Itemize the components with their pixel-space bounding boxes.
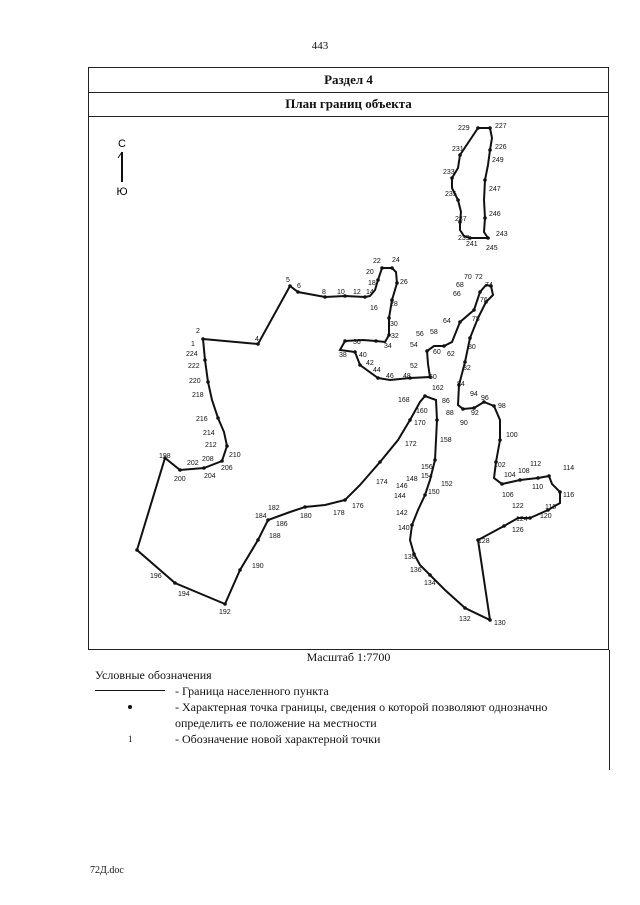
svg-text:192: 192	[219, 609, 231, 616]
svg-text:34: 34	[384, 343, 392, 350]
compass-north-label: С	[118, 138, 126, 150]
new-point-symbol: 1	[128, 734, 133, 744]
svg-text:102: 102	[494, 462, 506, 469]
svg-text:20: 20	[366, 269, 374, 276]
legend-text-point: - Характерная точка границы, сведения о которой позволяют однозначно определить ее положение на местности	[175, 700, 548, 730]
svg-text:108: 108	[518, 468, 530, 475]
svg-text:114: 114	[563, 465, 575, 472]
svg-text:54: 54	[410, 342, 418, 349]
svg-text:206: 206	[221, 465, 233, 472]
svg-text:48: 48	[403, 373, 411, 380]
section-title: Раздел 4	[89, 68, 608, 93]
svg-text:224: 224	[186, 351, 198, 358]
svg-text:170: 170	[414, 420, 426, 427]
svg-text:220: 220	[189, 378, 201, 385]
svg-text:237: 237	[455, 216, 467, 223]
svg-text:210: 210	[229, 452, 241, 459]
svg-text:46: 46	[386, 373, 394, 380]
svg-text:86: 86	[442, 398, 450, 405]
svg-text:40: 40	[359, 352, 367, 359]
scale-label: Масштаб 1:7700	[306, 650, 391, 664]
svg-text:1: 1	[191, 341, 195, 348]
svg-text:24: 24	[392, 257, 400, 264]
svg-text:92: 92	[471, 410, 479, 417]
svg-text:78: 78	[472, 316, 480, 323]
svg-text:60: 60	[433, 349, 441, 356]
svg-text:152: 152	[441, 481, 453, 488]
svg-text:178: 178	[333, 510, 345, 517]
svg-text:44: 44	[373, 367, 381, 374]
svg-text:168: 168	[398, 397, 410, 404]
svg-text:5: 5	[286, 277, 290, 284]
legend-item-new-point	[95, 731, 595, 747]
svg-text:202: 202	[187, 460, 199, 467]
svg-text:10: 10	[337, 289, 345, 296]
svg-text:106: 106	[502, 492, 514, 499]
svg-text:138: 138	[404, 554, 416, 561]
svg-text:74: 74	[485, 282, 493, 289]
footer-filename: 72Д.doc	[90, 865, 124, 876]
svg-text:204: 204	[204, 473, 216, 480]
legend-text-boundary: - Граница населенного пункта	[175, 684, 329, 698]
svg-text:28: 28	[390, 301, 398, 308]
svg-text:196: 196	[150, 573, 162, 580]
svg-text:126: 126	[512, 527, 524, 534]
svg-text:62: 62	[447, 351, 455, 358]
legend-item-boundary	[95, 683, 595, 699]
svg-text:229: 229	[458, 125, 470, 132]
svg-text:150: 150	[428, 489, 440, 496]
svg-text:72: 72	[475, 274, 483, 281]
svg-text:136: 136	[410, 567, 422, 574]
svg-text:4: 4	[255, 336, 259, 343]
svg-text:162: 162	[432, 385, 444, 392]
boundary-points	[135, 126, 562, 622]
svg-text:12: 12	[353, 289, 361, 296]
svg-text:6: 6	[297, 283, 301, 290]
svg-text:231: 231	[452, 146, 464, 153]
svg-text:26: 26	[400, 279, 408, 286]
legend-item-point	[95, 699, 595, 731]
north-arrow-icon	[118, 152, 122, 182]
svg-text:2: 2	[196, 328, 200, 335]
compass-south-label: Ю	[116, 186, 128, 198]
svg-text:212: 212	[205, 442, 217, 449]
svg-text:84: 84	[457, 381, 465, 388]
svg-text:218: 218	[192, 392, 204, 399]
legend-text-new-point: - Обозначение новой характерной точки	[175, 732, 381, 746]
svg-text:190: 190	[252, 563, 264, 570]
svg-text:233: 233	[443, 169, 455, 176]
svg-text:243: 243	[496, 231, 508, 238]
svg-text:241: 241	[466, 241, 478, 248]
svg-text:186: 186	[276, 521, 288, 528]
svg-text:172: 172	[405, 441, 417, 448]
svg-text:227: 227	[495, 123, 507, 130]
svg-text:182: 182	[268, 505, 280, 512]
svg-text:174: 174	[376, 479, 388, 486]
svg-text:128: 128	[478, 538, 490, 545]
svg-text:216: 216	[196, 416, 208, 423]
svg-text:90: 90	[460, 420, 468, 427]
boundary-line-icon	[95, 683, 165, 699]
svg-text:110: 110	[532, 484, 544, 491]
page-number: 443	[311, 40, 329, 52]
svg-text:76: 76	[480, 297, 488, 304]
main-parcel-labels	[150, 257, 574, 627]
svg-text:222: 222	[188, 363, 200, 370]
svg-text:208: 208	[202, 456, 214, 463]
svg-text:154: 154	[421, 473, 433, 480]
svg-text:18: 18	[368, 280, 376, 287]
svg-text:144: 144	[394, 493, 406, 500]
svg-text:158: 158	[440, 437, 452, 444]
svg-text:98: 98	[498, 403, 506, 410]
svg-text:140: 140	[398, 525, 410, 532]
svg-text:94: 94	[470, 391, 478, 398]
svg-text:16: 16	[370, 305, 378, 312]
svg-text:239: 239	[458, 235, 470, 242]
svg-text:104: 104	[504, 472, 516, 479]
svg-text:188: 188	[269, 533, 281, 540]
svg-text:194: 194	[178, 591, 190, 598]
svg-text:214: 214	[203, 430, 215, 437]
svg-text:112: 112	[530, 461, 542, 468]
main-parcel-boundary	[137, 268, 560, 620]
svg-text:66: 66	[453, 291, 461, 298]
svg-text:82: 82	[463, 365, 471, 372]
svg-text:96: 96	[481, 395, 489, 402]
svg-text:22: 22	[373, 258, 381, 265]
svg-text:42: 42	[366, 360, 374, 367]
frame-right-border	[609, 650, 610, 770]
svg-text:146: 146	[396, 483, 408, 490]
svg-text:160: 160	[416, 408, 428, 415]
svg-text:38: 38	[339, 352, 347, 359]
svg-text:68: 68	[456, 282, 464, 289]
svg-text:235: 235	[445, 191, 457, 198]
boundary-point-icon	[95, 699, 165, 715]
svg-text:226: 226	[495, 144, 507, 151]
svg-text:142: 142	[396, 510, 408, 517]
svg-text:118: 118	[545, 504, 557, 511]
svg-text:36: 36	[353, 339, 361, 346]
svg-text:134: 134	[424, 580, 436, 587]
svg-text:180: 180	[300, 513, 312, 520]
svg-text:58: 58	[430, 329, 438, 336]
svg-text:88: 88	[446, 410, 454, 417]
svg-text:64: 64	[443, 318, 451, 325]
svg-text:14: 14	[366, 289, 374, 296]
svg-text:32: 32	[391, 333, 399, 340]
svg-text:116: 116	[563, 492, 575, 499]
svg-text:247: 247	[489, 186, 501, 193]
svg-text:246: 246	[489, 211, 501, 218]
svg-text:120: 120	[540, 513, 552, 520]
svg-text:156: 156	[421, 464, 433, 471]
legend-title: Условные обозначения	[95, 668, 212, 682]
svg-text:122: 122	[512, 503, 524, 510]
svg-text:124: 124	[516, 516, 528, 523]
svg-text:50: 50	[429, 374, 437, 381]
svg-text:245: 245	[486, 245, 498, 252]
svg-text:100: 100	[506, 432, 518, 439]
legend	[95, 667, 595, 747]
svg-text:200: 200	[174, 476, 186, 483]
svg-text:80: 80	[468, 344, 476, 351]
svg-text:56: 56	[416, 331, 424, 338]
svg-text:70: 70	[464, 274, 472, 281]
svg-text:176: 176	[352, 503, 364, 510]
plan-title: План границ объекта	[89, 92, 608, 117]
svg-text:30: 30	[390, 321, 398, 328]
svg-text:184: 184	[255, 513, 267, 520]
svg-text:132: 132	[459, 616, 471, 623]
svg-text:130: 130	[494, 620, 506, 627]
svg-text:148: 148	[406, 476, 418, 483]
svg-text:249: 249	[492, 157, 504, 164]
svg-text:198: 198	[159, 453, 171, 460]
svg-text:52: 52	[410, 363, 418, 370]
svg-text:8: 8	[322, 289, 326, 296]
